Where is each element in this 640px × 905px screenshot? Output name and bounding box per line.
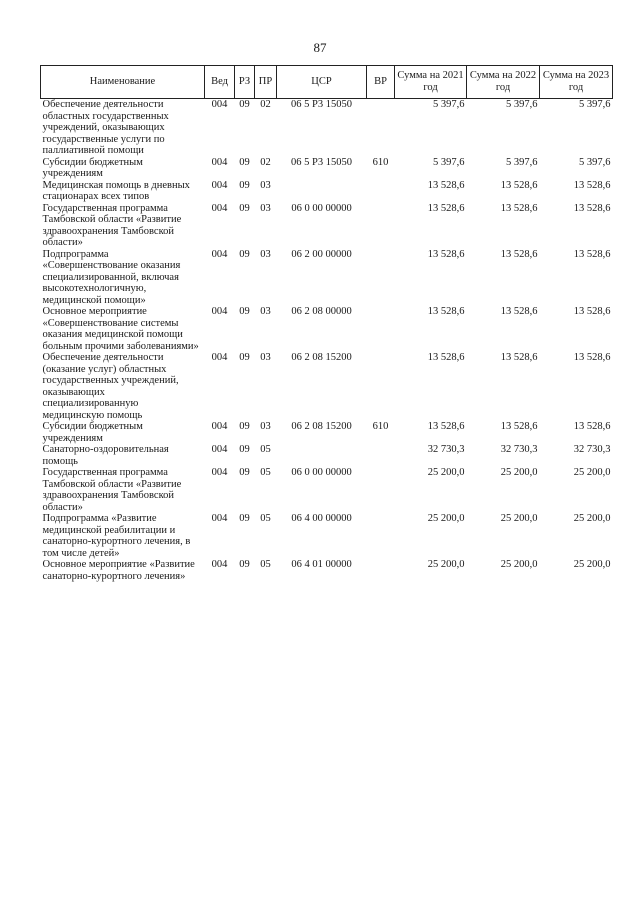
table-row xyxy=(41,249,613,307)
table-body xyxy=(41,99,613,583)
row-sum-2022: 13 528,6 xyxy=(500,248,538,260)
row-sum-2021: 13 528,6 xyxy=(427,248,465,260)
row-ved: 004 xyxy=(211,421,228,432)
row-name: Основное мероприятие «Развитие санаторно-курортного лечения» xyxy=(42,559,195,582)
row-sum-2023: 5 397,6 xyxy=(579,156,611,168)
table-row xyxy=(41,99,613,157)
row-sum-2022: 13 528,6 xyxy=(500,306,538,317)
header-name: Наименование xyxy=(41,66,205,99)
row-pr: 05 xyxy=(260,559,271,570)
row-rz: 09 xyxy=(239,202,250,214)
header-sum-2022: Сумма на 2022 год xyxy=(467,66,540,99)
row-sum-2021: 32 730,3 xyxy=(427,444,465,455)
row-sum-2023: 13 528,6 xyxy=(573,421,611,432)
row-vr xyxy=(367,99,395,157)
row-pr: 02 xyxy=(260,156,271,168)
row-sum-2023: 25 200,0 xyxy=(573,559,611,570)
row-sum-2021: 5 397,6 xyxy=(433,156,465,168)
row-pr: 03 xyxy=(260,179,271,191)
row-vr xyxy=(367,180,395,203)
row-vr: 610 xyxy=(372,421,389,432)
row-name: Медицинская помощь в дневных стационарах всех типов xyxy=(42,179,190,202)
row-sum-2021: 25 200,0 xyxy=(427,513,465,524)
row-ved: 004 xyxy=(211,202,228,214)
row-name: Обеспечение деятельности областных государственных учреждений, оказывающих государственные услуги по паллиативной помощи xyxy=(42,99,169,156)
header-csr: ЦСР xyxy=(277,66,367,99)
row-sum-2023: 13 528,6 xyxy=(573,248,611,260)
row-name: Подпрограмма «Совершенствование оказания специализированной, включая высокотехнологичную, медицинской помощи» xyxy=(42,248,181,306)
row-sum-2023: 13 528,6 xyxy=(573,306,611,317)
row-pr: 03 xyxy=(260,421,271,432)
table-row xyxy=(41,203,613,249)
row-sum-2021: 13 528,6 xyxy=(427,352,465,363)
row-vr xyxy=(367,306,395,352)
row-ved: 004 xyxy=(211,352,228,363)
row-rz: 09 xyxy=(239,444,250,455)
row-sum-2021: 13 528,6 xyxy=(427,306,465,317)
row-vr xyxy=(367,467,395,513)
row-pr: 03 xyxy=(260,202,271,214)
row-sum-2022: 13 528,6 xyxy=(500,179,538,191)
row-sum-2022: 13 528,6 xyxy=(500,202,538,214)
row-csr xyxy=(277,444,367,467)
row-sum-2021: 25 200,0 xyxy=(427,559,465,570)
table-row xyxy=(41,157,613,180)
table-row xyxy=(41,559,613,582)
header-ved: Вед xyxy=(205,66,235,99)
row-rz: 09 xyxy=(239,99,250,110)
row-sum-2023: 13 528,6 xyxy=(573,179,611,191)
row-ved: 004 xyxy=(211,467,228,478)
row-rz: 09 xyxy=(239,421,250,432)
page-number: 87 xyxy=(313,40,327,55)
row-sum-2023: 25 200,0 xyxy=(573,513,611,524)
row-sum-2023: 13 528,6 xyxy=(573,352,611,363)
row-sum-2022: 13 528,6 xyxy=(500,421,538,432)
table-row xyxy=(41,513,613,559)
table-row xyxy=(41,306,613,352)
row-sum-2021: 13 528,6 xyxy=(427,421,465,432)
row-vr xyxy=(367,249,395,307)
row-name: Субсидии бюджетным учреждениям xyxy=(42,156,143,179)
row-sum-2021: 25 200,0 xyxy=(427,467,465,478)
row-rz: 09 xyxy=(239,179,250,191)
row-pr: 05 xyxy=(260,467,271,478)
row-sum-2022: 5 397,6 xyxy=(506,156,538,168)
row-sum-2023: 32 730,3 xyxy=(573,444,611,455)
row-ved: 004 xyxy=(211,306,228,317)
row-sum-2022: 25 200,0 xyxy=(500,559,538,570)
row-csr: 06 2 00 00000 xyxy=(291,248,352,260)
row-ved: 004 xyxy=(211,559,228,570)
row-pr: 02 xyxy=(260,99,271,110)
row-rz: 09 xyxy=(239,248,250,260)
row-pr: 03 xyxy=(260,306,271,317)
row-rz: 09 xyxy=(239,352,250,363)
row-name: Государственная программа Тамбовской области «Развитие здравоохранения Тамбовской области» xyxy=(42,202,182,248)
row-sum-2021: 5 397,6 xyxy=(433,99,465,110)
table-row xyxy=(41,467,613,513)
row-name: Санаторно-оздоровительная помощь xyxy=(42,444,169,467)
row-csr: 06 2 08 15200 xyxy=(291,352,352,363)
row-sum-2023: 13 528,6 xyxy=(573,202,611,214)
row-csr: 06 2 08 15200 xyxy=(291,421,352,432)
row-csr: 06 0 00 00000 xyxy=(291,202,352,214)
row-pr: 03 xyxy=(260,352,271,363)
row-csr: 06 5 Р3 15050 xyxy=(291,156,352,168)
row-pr: 05 xyxy=(260,513,271,524)
row-csr: 06 0 00 00000 xyxy=(291,467,352,478)
header-pr: ПР xyxy=(255,66,277,99)
row-vr xyxy=(367,444,395,467)
row-vr xyxy=(367,203,395,249)
row-sum-2021: 13 528,6 xyxy=(427,202,465,214)
header-rz: РЗ xyxy=(235,66,255,99)
row-pr: 05 xyxy=(260,444,271,455)
row-sum-2022: 25 200,0 xyxy=(500,513,538,524)
row-ved: 004 xyxy=(211,513,228,524)
row-csr: 06 5 Р3 15050 xyxy=(291,99,352,110)
row-vr xyxy=(367,352,395,421)
row-sum-2021: 13 528,6 xyxy=(427,179,465,191)
row-vr xyxy=(367,559,395,582)
table-row xyxy=(41,180,613,203)
row-name: Субсидии бюджетным учреждениям xyxy=(42,421,143,444)
row-rz: 09 xyxy=(239,156,250,168)
row-name: Обеспечение деятельности (оказание услуг) областных государственных учреждений, оказывающих специализированную медицинскую помощь xyxy=(42,352,179,421)
row-csr xyxy=(277,180,367,203)
row-csr: 06 4 01 00000 xyxy=(291,559,352,570)
table-header xyxy=(41,66,613,99)
row-csr: 06 4 00 00000 xyxy=(291,513,352,524)
table-row xyxy=(41,352,613,421)
row-pr: 03 xyxy=(260,248,271,260)
row-ved: 004 xyxy=(211,248,228,260)
row-sum-2023: 25 200,0 xyxy=(573,467,611,478)
row-sum-2022: 32 730,3 xyxy=(500,444,538,455)
row-name: Подпрограмма «Развитие медицинской реабилитации и санаторно-курортного лечения, в том числе детей» xyxy=(42,513,191,559)
row-name: Основное мероприятие «Совершенствование системы оказания медицинской помощи больным прочими заболеваниями» xyxy=(42,306,199,352)
row-sum-2022: 25 200,0 xyxy=(500,467,538,478)
header-sum-2023: Сумма на 2023 год xyxy=(540,66,613,99)
row-rz: 09 xyxy=(239,467,250,478)
row-vr xyxy=(367,513,395,559)
row-rz: 09 xyxy=(239,306,250,317)
row-ved: 004 xyxy=(211,99,228,110)
row-ved: 004 xyxy=(211,156,228,168)
row-sum-2022: 13 528,6 xyxy=(500,352,538,363)
row-sum-2022: 5 397,6 xyxy=(506,99,538,110)
row-ved: 004 xyxy=(211,179,228,191)
budget-table xyxy=(40,65,613,582)
row-ved: 004 xyxy=(211,444,228,455)
header-vr: ВР xyxy=(367,66,395,99)
row-vr: 610 xyxy=(372,156,389,168)
row-rz: 09 xyxy=(239,559,250,570)
row-sum-2023: 5 397,6 xyxy=(579,99,611,110)
table-row xyxy=(41,444,613,467)
row-rz: 09 xyxy=(239,513,250,524)
row-csr: 06 2 08 00000 xyxy=(291,306,352,317)
row-name: Государственная программа Тамбовской области «Развитие здравоохранения Тамбовской области» xyxy=(42,467,182,513)
header-sum-2021: Сумма на 2021 год xyxy=(395,66,467,99)
table-row xyxy=(41,421,613,444)
